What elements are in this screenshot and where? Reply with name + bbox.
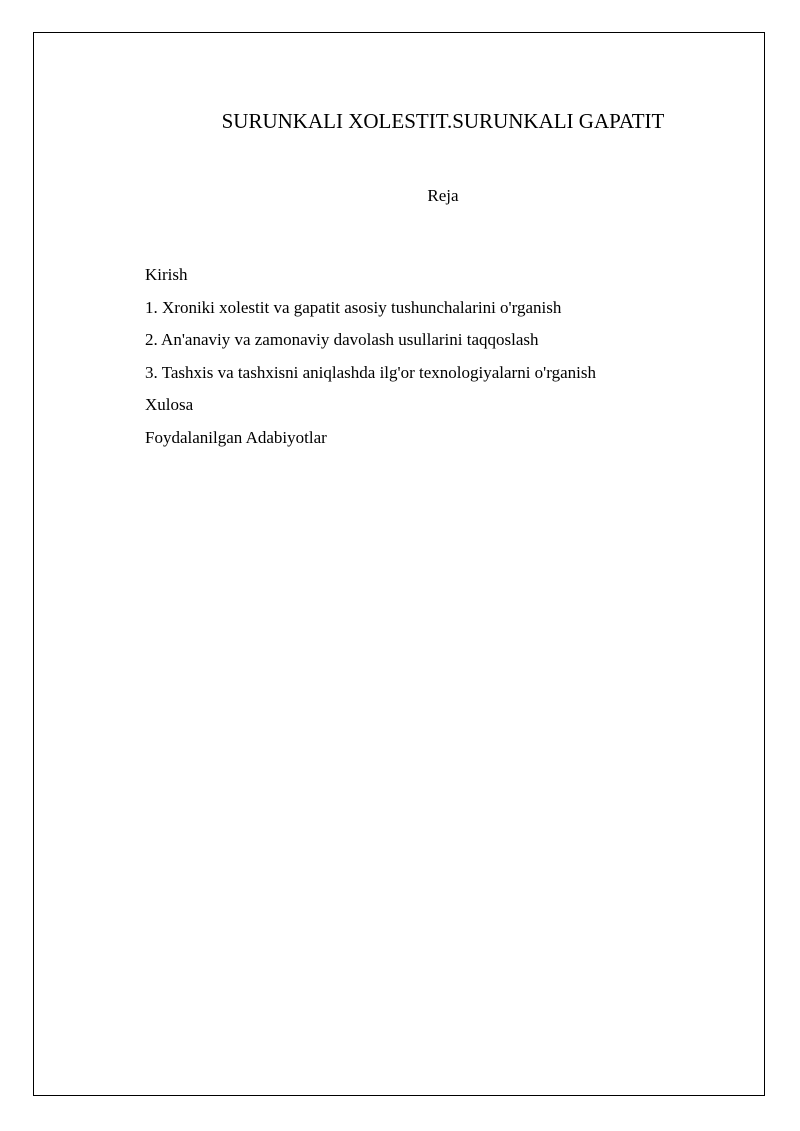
plan-list [145, 259, 596, 454]
plan-item-1: 1. Xroniki xolestit va gapatit asosiy tushunchalarini o'rganish [145, 297, 562, 317]
plan-heading: Reja [427, 186, 459, 205]
plan-item-2: 2. An'anaviy va zamonaviy davolash usullarini taqqoslash [145, 330, 539, 349]
plan-item-3: 3. Tashxis va tashxisni aniqlashda ilg'or texnologiyalarni o'rganish [145, 362, 596, 382]
plan-item-introduction: Kirish [145, 265, 188, 284]
document-title: SURUNKALI XOLESTIT.SURUNKALI GAPATIT [221, 109, 665, 133]
plan-item-references: Foydalanilgan Adabiyotlar [145, 427, 327, 447]
plan-item-conclusion: Xulosa [145, 395, 194, 414]
